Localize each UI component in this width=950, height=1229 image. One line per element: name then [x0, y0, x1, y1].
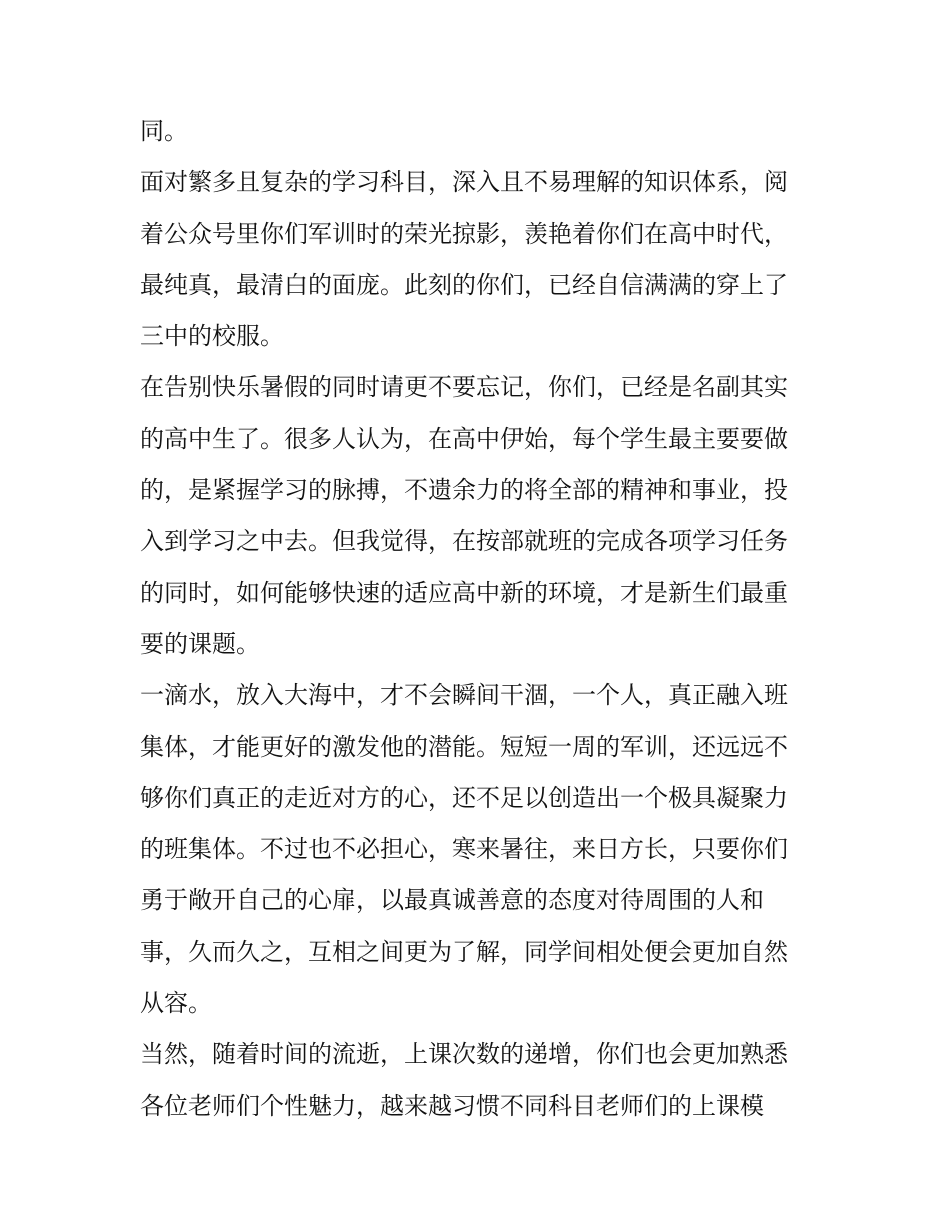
text-line: 从容。 — [140, 989, 212, 1018]
text-line: 最纯真，最清白的面庞。此刻的你们，已经自信满满的穿上了 — [140, 270, 788, 299]
text-line: 要的课题。 — [140, 629, 260, 658]
text-line: 的高中生了。很多人认为，在高中伊始，每个学生最主要要做 — [140, 424, 788, 453]
text-line: 一滴水，放入大海中，才不会瞬间干涸，一个人，真正融入班 — [140, 681, 788, 710]
text-line: 面对繁多且复杂的学习科目，深入且不易理解的知识体系，阅 — [140, 168, 788, 197]
text-line: 事，久而久之，互相之间更为了解，同学间相处便会更加自然 — [140, 937, 788, 966]
text-line: 各位老师们个性魅力，越来越习惯不同科目老师们的上课模 — [140, 1091, 764, 1120]
text-line: 入到学习之中去。但我觉得，在按部就班的完成各项学习任务 — [140, 527, 788, 556]
text-line: 同。 — [140, 117, 188, 145]
body-text — [140, 106, 830, 1132]
text-line: 集体，才能更好的激发他的潜能。短短一周的军训，还远远不 — [140, 732, 788, 761]
text-line: 在告别快乐暑假的同时请更不要忘记，你们，已经是名副其实 — [140, 373, 788, 402]
text-line: 当然，随着时间的流逝，上课次数的递增，你们也会更加熟悉 — [140, 1040, 788, 1069]
text-line: 着公众号里你们军训时的荣光掠影，羡艳着你们在高中时代， — [140, 219, 788, 248]
text-line: 够你们真正的走近对方的心，还不足以创造出一个极具凝聚力 — [140, 783, 788, 812]
text-line: 三中的校服。 — [140, 322, 284, 351]
text-line: 勇于敞开自己的心扉，以最真诚善意的态度对待周围的人和 — [140, 886, 764, 915]
text-line: 的同时，如何能够快速的适应高中新的环境，才是新生们最重 — [140, 578, 788, 607]
text-line: 的班集体。不过也不必担心，寒来暑往，来日方长，只要你们 — [140, 835, 788, 864]
text-line: 的，是紧握学习的脉搏，不遗余力的将全部的精神和事业，投 — [140, 476, 788, 505]
